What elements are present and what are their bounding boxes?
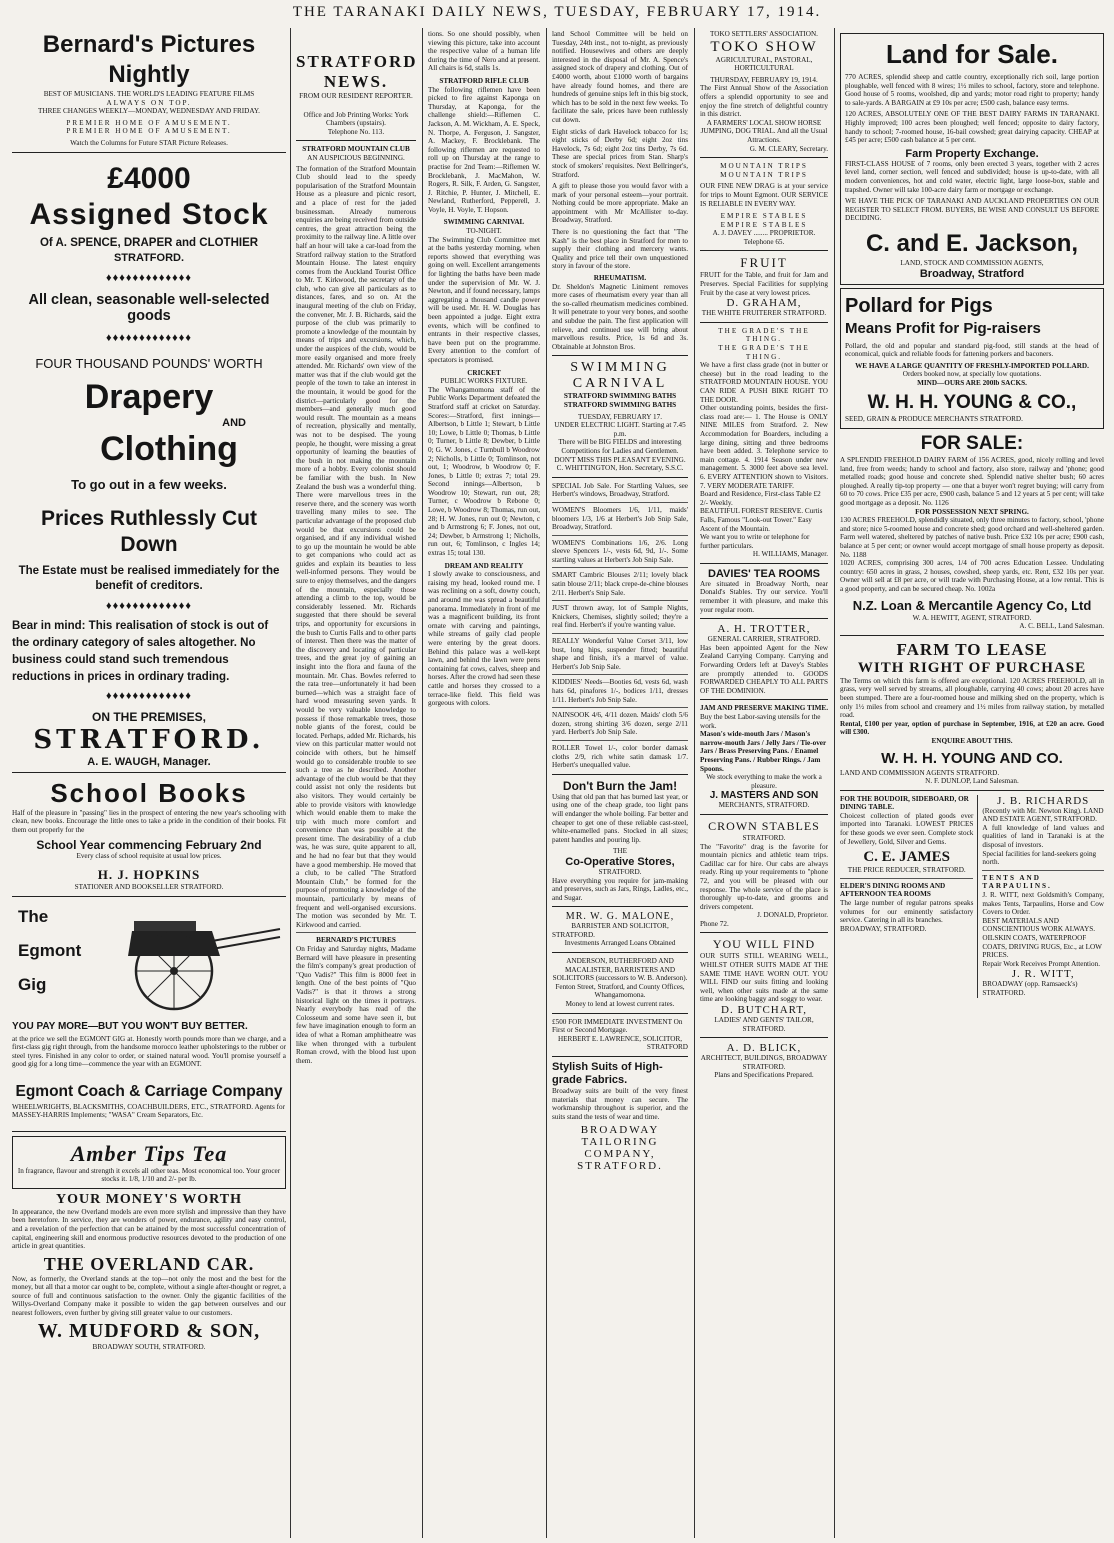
elder-heading: ELDER'S DINING ROOMS AND AFTERNOON TEA ROOMS (840, 881, 946, 899)
mudford-name: W. MUDFORD & SON, (37, 1319, 261, 1342)
graham-name: D. GRAHAM, (726, 297, 802, 310)
graham-sub: THE WHITE FRUITERER STRATFORD. (701, 309, 827, 318)
land-for-sale-ad (840, 33, 1104, 285)
telephone-line: Telephone No. 113. (327, 127, 385, 136)
malone-inv: Investments Arranged Loans Obtained (564, 939, 676, 948)
swim-ad-secretary: C. WHITTINGTON, Hon. Secretary, S.S.C. (556, 464, 684, 473)
hopkins-ad (12, 777, 286, 892)
bottom-right-ads (982, 795, 1104, 998)
local-notes: land School Committee will be held on Tuesday, 24th inst., not to-night, as previously notified. Housewives and others are deeply interested in the disposal of Mr. A. Spence's assigned stock of drapery and clothing. Out of £4000 worth, about £1000 worth of bargains have already found homes, and there are hundreds of genuine snips left in this big stock, which has to be sold in the next few weeks. To facilitate the sale, prices have been ruthlessly cut down. (552, 30, 688, 124)
assigned-heading: Assigned Stock (29, 197, 269, 231)
toko-secretary: G. M. CLEARY, Secretary. (749, 144, 828, 153)
divider (840, 790, 1104, 791)
money-body: In appearance, the new Overland models are even more stylish and impressive than they have been heretofore. In service, they are wonders of power, endurance, agility and easy control, and a revelation of the perfection that can be attained by the most successful concentration of capital, engineering skill and enormous productive resources devoted to the production of one article in great quantities. (12, 1207, 286, 1251)
clothing-heading: Clothing (100, 429, 238, 468)
empire-manager: A. J. DAVEY ........ PROPRIETOR. (712, 229, 816, 238)
herbert-ad: ROLLER Towel 1/-, color border damask cloths 2/9, rich white satin damask 1/7. Herbert's unequalled value. (552, 743, 688, 770)
bottom-left-ads (840, 795, 973, 998)
fruit-body: FRUIT for the Table, and fruit for Jam and Preserves. Special Facilities for supplying Fruit by the case at very lowest prices. (700, 271, 828, 297)
amount-heading: £4000 (107, 161, 191, 195)
young2-name: W. H. H. YOUNG AND CO. (881, 749, 1063, 767)
pollard-body: Pollard, the old and popular and standard pig-food, still stands at the head of economical, quick and reliable foods for fattening porkers and baconers. (845, 341, 1099, 359)
toko-assoc: TOKO SETTLERS' ASSOCIATION. (710, 30, 818, 38)
elder-body: The large number of regular patrons speaks volumes for our eminently satisfactory service. Catering in all its branches. (840, 899, 974, 925)
butchart-name: D. BUTCHART, (721, 1004, 807, 1017)
bernards-pictures-heading: BERNARD'S PICTURES (316, 936, 396, 945)
swim-subheading: TO-NIGHT. (466, 227, 502, 236)
divider (552, 355, 688, 356)
divider (552, 774, 688, 775)
jam2-heading: JAM AND PRESERVE MAKING TIME. (700, 704, 828, 713)
divider (700, 618, 828, 619)
swim-body: The Swimming Club Committee met at the baths yesterday morning, when reports showed that everything was going on well. Excellent arrangements for lighting the baths have been made under the supervision of Mr. W. J. Newton, and if found necessary, lamps aggregating a thousand candle power will be used. Mr. H. W. Douglas has been appointed a judge. Eight extra events, which will be confined to entrants in their respective classes, have been put on the programme. Every attention to the comfort of spectators is promised. (428, 235, 540, 364)
trotter-body: Has been appointed Agent for the New Zealand Carrying Company. Carrying and Forwarding Orders left at Davey's Stables are promptly attended to. GOODS FORWARDED CHEAPLY TO ALL PARTS OF THE DOMINION. (700, 643, 828, 695)
hopkins-sub: STATIONER AND BOOKSELLER STRATFORD. (74, 882, 224, 891)
masthead: THE TARANAKI DAILY NEWS, TUESDAY, FEBRUARY 17, 1914. (292, 4, 822, 20)
news-continued: tions. So one should possibly, when viewing this picture, take into account the respective value of a human life during the time of Nero and at present. All chairs is 6d, stalls 1s. (428, 30, 540, 73)
williams-line: H. WILLIAMS, Manager. (752, 550, 828, 559)
overland-heading: THE OVERLAND CAR. (43, 1253, 255, 1274)
bernards-pictures-body: On Friday and Saturday nights, Madame Bernard will have pleasure in presenting the film's company's great production of "Quo Vadis?" This film is 8000 feet in length. One of the best points of "Quo Vadis?" is that it throws a strong historical light on the times it portrays. Nearly everybody has read of the Colosseum and some have seen it, but few have imagination enough to form an idea of what a Roman amphitheatre was like when thronged with a turbulent Roman crowd, with the blood lust upon them. (296, 945, 416, 1065)
tents-best: BEST MATERIALS AND CONSCIENTIOUS WORK ALWAYS. (982, 916, 1096, 934)
fruit-heading: FRUIT (740, 255, 788, 271)
club-subheading: AN AUSPICIOUS BEGINNING. (307, 153, 405, 162)
davies-body: Are situated in Broadway North, near Donald's Stables. Try our service. You'll remember it with pleasure, and make this your regular room. (700, 579, 828, 614)
four-thousand-line: FOUR THOUSAND POUNDS' WORTH (35, 355, 263, 371)
school-heading: School Books (50, 777, 248, 808)
land-listing: 120 ACRES, ABSOLUTELY ONE OF THE BEST DAIRY FARMS IN TARANAKI. Highly improved; 100 acres been ploughed; well fenced; opposite to dairy factory, handy to school; 7-roomed house, 16-bail cowshed; great dairying capacity. CHEAP at £45 per acre; £500 cash balance at 5 per cent. (845, 110, 1099, 145)
herbert-ad: REALLY Wonderful Value Corset 3/11, low bust, long hips, suspender fitted; beautiful shape and finish, it's a marvel of value. Herbert's Job Snip Sale. (552, 637, 688, 671)
malone-sub: BARRISTER AND SOLICITOR, (571, 922, 669, 931)
empire-stables: EMPIRE STABLES (720, 212, 808, 221)
richards-special: Special facilities for land-seekers going north. (982, 849, 1097, 867)
divider (552, 906, 688, 907)
and-line: AND (222, 416, 246, 429)
estate-line: The Estate must be realised immediately for the benefit of creditors. (18, 564, 280, 592)
column-rule (694, 28, 695, 1538)
young-name: W. H. H. YOUNG & CO., (867, 392, 1077, 414)
forsale-possession: FOR POSSESSION NEXT SPRING. (915, 507, 1029, 516)
drapery-heading: Drapery (84, 377, 214, 416)
richards-name: J. B. RICHARDS (997, 794, 1090, 807)
divider (700, 932, 828, 933)
amber-title: Amber Tips Tea (70, 1140, 228, 1166)
land-listing: 770 ACRES, splendid sheep and cattle country, exceptionally rich soil, large portion ploughable, well fenced with 8 wires; 1½ miles to school, factory, store and telephone. Good house of 5 rooms, woolshed, dip and yards; motor road right to property; handy to sale-yards. A BARGAIN at £9 10s per acre; £500 cash, balance easy terms. (845, 73, 1099, 107)
trotter-name: A. H. TROTTER, (717, 623, 811, 636)
mountain-trips: MOUNTAIN TRIPS (720, 162, 808, 171)
lease-rent: Rental, £100 per year, option of purchase in September, 1916, at £20 an acre. Good will £300. (840, 719, 1104, 737)
office-line: Office and Job Printing Works: York Chambers (upstairs). (303, 110, 409, 128)
spence-town: STRATFORD. (113, 251, 185, 264)
nz-loan-name: N.Z. Loan & Mercantile Agency Co, Ltd (852, 597, 1092, 613)
swim-ad-line: STRATFORD SWIMMING BATHS (563, 400, 677, 409)
overland-ad (12, 1192, 286, 1352)
lease-subheading: WITH RIGHT OF PURCHASE (857, 659, 1087, 676)
swim-ad-miss: DON'T MISS THIS PLEASANT EVENING. (554, 455, 686, 464)
swim-ad-body: There will be BIG FIELDS and interesting Competitions for Ladies and Gentlemen. (558, 438, 682, 455)
forsale-listing: 130 ACRES FREEHOLD, splendidly situated, only three minutes to factory, school, 'phone and store; nice 5-roomed house and concrete shed; good orchard and well-sheltered garden. Farm well watered, sheltered by patches of native bush. Price £32 10s per acre; £900 cash, balance at 5 per cent; or owner would accept mortgage of small house property as deposit. No. 1188 (840, 516, 1104, 559)
bernards-ad (12, 30, 286, 148)
empire-stables: EMPIRE STABLES (720, 220, 808, 229)
gig-gig: Gig (18, 974, 47, 994)
crown-body: The "Favorite" drag is the favorite for mountain picnics and athletic team trips. Cadillac car for hire. Our cabs are always ready. Ring up your requirements to "phone 72, and you will be pleased with our response. The whole service of the place is thoroughly up-to-date, and grooms and drivers competent. (700, 842, 828, 911)
blick-name: A. D. BLICK, (726, 1042, 802, 1055)
bernards-line: THREE CHANGES WEEKLY—MONDAY, WEDNESDAY AND FRIDAY. (38, 107, 260, 116)
coop-body: Have everything you require for jam-making and preserves, such as Jars, Rings, Ladles, etc., and Sugar. (552, 876, 688, 902)
money-heading: YOUR MONEY'S WORTH (55, 1191, 243, 1207)
swim-ad-date: TUESDAY, FEBRUARY 17. (577, 412, 662, 421)
witt-sub: BROADWAY (opp. Ramsaeck's) STRATFORD. (982, 980, 1078, 997)
pollard-quantity: WE HAVE A LARGE QUANTITY OF FRESHLY-IMPORTED POLLARD. (855, 361, 1089, 370)
land-heading: Land for Sale. (886, 39, 1058, 69)
tents-heading: TENTS AND TARPAULINS. (982, 873, 1052, 891)
pollard-heading: Pollard for Pigs (845, 294, 993, 317)
jam2-list: Mason's wide-mouth Jars / Mason's narrow-mouth Jars / Jelly Jars / Tie-over Jars / Brass Preserving Pans. / Enamel Preserving Pans. / Rubber Rings. / Jam Spoons. (700, 730, 827, 773)
mountain-trips: MOUNTAIN TRIPS (720, 170, 808, 179)
column-rule (834, 28, 835, 1538)
young2-sub: LAND AND COMMISSION AGENTS STRATFORD. (840, 768, 1000, 777)
mudford-sub: BROADWAY SOUTH, STRATFORD. (92, 1342, 206, 1351)
exchange-heading: Farm Property Exchange. (905, 147, 1039, 160)
jam-body: Using that old pan that has burned last year, or using one of the cheap grade, too light pans will endanger the whole boiling. Far better and cheaper to get one of these reliable cast-steel, white-enamelled pans. Stocked in all sizes; patent handles and pouring lip. (552, 792, 688, 844)
herbert-ad: KIDDIES' Needs—Booties 6d, vests 6d, wash hats 6d, pinafores 1/-, bodices 1/11, dresses 1/11. Herbert's Job Snip Sale. (552, 678, 688, 704)
exchange-body: FIRST-CLASS HOUSE of 7 rooms, only been erected 3 years, together with 2 acres level land, corner section, well fenced and subdivided; house is up-to-date, with all modern conveniences, hot and cold water, electric light, large loose-box, stable and trapshed. Owner will take 100-acre dairy farm or mortgage or exchange. (845, 159, 1099, 194)
toko-horse: A FARMERS' LOCAL SHOW HORSE JUMPING, DOG TRIAL. And all the Usual Attractions. (700, 118, 828, 144)
herbert-ad: WOMEN'S Combinations 1/6, 2/6. Long sleeve Spencers 1/-, vests 6d, 9d, 1/-. Some startling values at Herbert's Job Snip Sale. (552, 538, 688, 564)
anderson-address: Fenton Street, Stratford, and County Offices, Whangamomona. (555, 982, 685, 1000)
swim-ad-title: SWIMMING CARNIVAL (570, 360, 670, 392)
divider (552, 952, 688, 953)
tents-oilskin: OILSKIN COATS, WATERPROOF COATS, DRIVING RUGS, Etc., at LOW PRICES. (982, 934, 1102, 960)
davies-heading: DAVIES' TEA ROOMS (707, 567, 820, 580)
forsale-heading: FOR SALE: (920, 433, 1024, 455)
stratford-news-sub: FROM OUR RESIDENT REPORTER. (299, 92, 413, 100)
young-sub: SEED, GRAIN & PRODUCE MERCHANTS STRATFORD. (845, 415, 1023, 424)
egmont-co: Egmont Coach & Carriage Company (15, 1082, 283, 1100)
swim-ad-light: UNDER ELECTRIC LIGHT. Starting at 7.45 p.m. (554, 421, 686, 438)
hopkins-name: H. J. HOPKINS (97, 866, 201, 882)
trotter-sub: GENERAL CARRIER, STRATFORD. (707, 635, 821, 644)
divider (700, 322, 828, 323)
find-heading: YOU WILL FIND (712, 937, 816, 952)
jam2-body: Buy the best Labor-saving utensils for the work. (700, 713, 821, 730)
boudoir-body: Choicest collection of plated goods ever imported into Taranaki. LOWEST PRICES for these goods we ever seen. Complete stock of Jewellery, Gold, Silver and Gems. (840, 811, 974, 846)
grade-body: We have a first class grade (not in butter or cheese) but in the road leading to the STRATFORD MOUNTAIN HOUSE. YOU CAN RIDE A PUSH BIKE RIGHT TO THE DOOR. (700, 361, 828, 404)
swim-carnival-ad (552, 360, 688, 472)
lease-body: The Terms on which this farm is offered are exceptional. 120 ACRES FREEHOLD, all in grass, very well served by streams, all ploughable, carrying 40 cows; about 20 acres have been stumped. There are a four-roomed house and milking shed on the property, which is only 1½ miles from school and creamery and 1½ miles from railway station, by metalled road. (840, 676, 1104, 720)
divider (12, 772, 286, 773)
bernards-line: PREMIER HOME OF AMUSEMENT. (66, 118, 232, 127)
toko-sub: AGRICULTURAL, PASTORAL, HORTICULTURAL (715, 55, 813, 73)
bernards-line: Watch the Columns for Future STAR Picture Releases. (70, 138, 228, 147)
bear-paragraph: Bear in mind: This realisation of stock is out of the ordinary category of sales altogether. No business could stand such tremendous reductions in prices in ordinary trading. (12, 619, 269, 683)
divider (700, 563, 828, 564)
spence-name: Of A. SPENCE, DRAPER and CLOTHIER (39, 236, 259, 249)
cejames-name: C. E. JAMES (863, 849, 951, 866)
grade-list: Other outstanding points, besides the first-class road are:— 1. The House is ONLY NINE MILES from Stratford. 2. New Accommodation for Boarders, including a large dining, sitting and three bedrooms have been added. 3. Telephone service to main cottage. 4. 1914 Season under new management. 5. 3000 feet above sea level. 6. EVERY ATTENTION shown to Visitors. 7. VERY MODERATE TARIFF. (700, 404, 828, 490)
pollard-ad (840, 288, 1104, 430)
witt-name: J. R. WITT, (1011, 968, 1075, 981)
empire-telephone: Telephone 65. (743, 237, 785, 246)
club-heading: STRATFORD MOUNTAIN CLUB (302, 145, 410, 154)
toko-date: THURSDAY, FEBRUARY 19, 1914. (710, 75, 818, 84)
reserve-line: BEAUTIFUL FOREST RESERVE. Curtis Falls, Famous "Look-out Tower." Easy Ascent of the Mountain. (700, 507, 823, 533)
waugh-line: A. E. WAUGH, Manager. (87, 755, 211, 768)
club-body: The formation of the Stratford Mountain Club should lead to the speedy popularisation of the Stratford Mountain House as a pleasure and picnic resort, and a place of rest for the jaded businessman. Already numerous enquiries are being received from outside centres, the great attraction being the proximity to the railway line. A little over half an hour will take a car-load from the Stratford railway station to the Stratford Mountain House. The latest enquiry comes from the Auckland Tourist Office to Mr. T. Kirkwood, the secretary of the club, who can give all particulars as to distances, fares, and so on. At the inaugural meeting of the club on Friday, the convener, Mr. J. B. Richards, said the purpose of the club was primarily to promote a knowledge of the mountain by means of trips and excursions, which, under the auspices of the club, would be more easily organised and more freely attended. Mr. Richards' own view of the matter was that if the club would get the people of the town to take an interest in the mountain, it would be good for the district—particularly good for the members—and generally much good would result. The mountain as a means of recreation, physically and mentally, was not to be despised. The young people, he thought, were missing a great opportunity of learning the beauties of the bush in not making the mountain more of a hobby. Every colonist should be familiar with the bush. In New Zealand the bush was a wonderful thing. There were marvellous trees in the reserve there, and the scenery was worth travelling many miles to see. The particular advantage of the proposed club would be that excursions could be organised, and if any individual wished to go up the mountain he would be able to get companions who could act as guides and explain its beauties to less well-informed persons. They would be sure to enjoy themselves, and the dangers of the mountain, especially those attending a climb to the top, would be considerably lessened. Mr. Richards suggested that there should be several trips, and opportunity for excursions in the bush to Curtis Falls and to other parts of interest. Then there was the matter of the discovery and locating of particular trees, and the great joy of gaining an insight into the flora and fauna of the mountain. Mr. Chas. Bowles referred to the rata tree—unfortunately it had been burned—which was a straight face of hard wood measuring seven yards. It would be very valuable knowledge to possess if those remarkable trees, those noble giants of the forest, could be located. Perhaps, added Mr. Richards, his view on this particular matter would not coincide with others, but he himself would go to considerable trouble to see such a tree as he described. Another advantage of the club would be that they could assist not only the residents but also visitors. They would certainly be able to provide visitors with knowledge which would enable them to make the trip with much more comfort and convenience than was possible at the present time. The desirability of a club was, he was sure, quite apparent to all, and he had no fear but that they would have a good membership. He moved that a club, to be called "The Stratford Mountain Club," be formed for the purpose of promoting a knowledge of the mountain, particularly by means of frequent and well-organised excursions. The motion was seconded by Mr. T. Kirkwood and carried. (296, 164, 416, 929)
herbert-ad: SPECIAL Job Sale. For Startling Values, see Herbert's windows, Broadway, Stratford. (552, 481, 688, 499)
divider (552, 1013, 688, 1014)
jackson-sub: LAND, STOCK AND COMMISSION AGENTS, (900, 258, 1044, 267)
pick-line: WE HAVE THE PICK OF TARANAKI AND AUCKLAND PROPERTIES ON OUR REGISTER TO SELECT FROM. BUYERS, BE WISE AND CONSULT US BEFORE DECIDING. (845, 197, 1099, 223)
egmont-sub: WHEELWRIGHTS, BLACKSMITHS, COACHBUILDERS, ETC., STRATFORD. Agents for MASSEY-HARRIS Implements; "WASA" Cream Separators, Etc. (12, 1102, 285, 1120)
jam-heading: Don't Burn the Jam! (562, 778, 678, 793)
broadway-tailoring: BROADWAY TAILORING COMPANY, STRATFORD. (577, 1124, 663, 1173)
divider (552, 1056, 688, 1057)
divider (700, 814, 828, 815)
board-line: Board and Residence, First-class Table £2 2/- Weekly. (700, 490, 821, 507)
elder-address: BROADWAY, STRATFORD. (840, 924, 927, 933)
column-2 (292, 30, 420, 1535)
write-line: We want you to write or telephone for further particulars. (700, 533, 810, 550)
nz-agent: W. A. HEWITT, AGENT, STRATFORD. (912, 613, 1032, 622)
richards-body: A full knowledge of land values and qualities of land in Taranaki is at the disposal of investors. (982, 823, 1104, 850)
nz-salesman: A. C. BELL, Land Salesman. (1019, 622, 1104, 631)
blick-sub: ARCHITECT, BUILDINGS, BROADWAY STRATFORD. (700, 1054, 828, 1071)
young2-dunlop: N. F. DUNLOP, Land Salesman. (925, 777, 1019, 786)
cricket-subheading: PUBLIC WORKS FIXTURE. (440, 377, 528, 386)
coop-name: Co-Operative Stores, (565, 855, 675, 868)
spence-ad: £4000 Assigned Stock Of A. SPENCE, DRAPER and CLOTHIER STRATFORD. ♦♦♦♦♦♦♦♦♦♦♦♦♦ All clean, seasonable well-selected goods ♦♦♦♦♦♦♦♦♦♦♦♦♦ FOUR THOUSAND POUNDS' WORTH Drapery AND Clothing To go out in a few weeks. Prices Ruthlessly Cut Down The Estate must be realised immediately for the benefit of creditors. ♦♦♦♦♦♦♦♦♦♦♦♦♦ Bear in mind: This realisation of stock is out of the ordinary category of sales altogether. No business could stand such tremendous reductions in prices in ordinary trading. ♦♦♦♦♦♦♦♦♦♦♦♦♦ ON THE PREMISES, STRATFORD. A. E. WAUGH, Manager. (12, 161, 286, 768)
anderson-firm: ANDERSON, RUTHERFORD AND MACALISTER, BARRISTERS AND SOLICITORS (successors to W. B. Anderson). (552, 957, 688, 983)
column-5 (696, 30, 832, 1535)
dream-heading: DREAM AND REALITY (444, 561, 524, 570)
column-4 (548, 30, 692, 1535)
rifle-body: The following riflemen have been picked to fire against Kaponga on Thursday, at Kaponga, for the challenge shield:—Riflemen C. Jackson, A. M. Wickham, A. E. Speck, N. Thorpe, A. Ferguson, J. Sangster, A. Mackey, F. Brocklebank. The following riflemen are requested to roll up on Thursday at the range to practise for 2nd Team:—Riflemen W. Brocklebank, J. MacMahon, W. Rogers, R. Silk, F. Arden, G. Sangster, J. Ritchie, P. Hunter, J. Mitchell, E. Newland, Rutherford, Pepperell, J. Voyle, H. Voyle, T. Hopson. (428, 85, 540, 214)
herbert-ad: WOMEN'S Bloomers 1/6, 1/11, maids' bloomers 1/3, 1/6 at Herbert's Job Snip Sale, Broadway, Stratford. (552, 505, 688, 532)
amber-sub: In fragrance, flavour and strength it excels all other teas. Most economical too. Your grocer stocks it. 1/8, 1/10 and 2/- per lb. (17, 1166, 281, 1184)
smokers-note: Eight sticks of dark Havelock tobacco for 1s; eight sticks of Derby 6d; eight 2oz tins Havelock, 7s 6d; eight 2oz tins Derby, 7s 6d. These are special prices from Stan. Sharp's stock of smokers' requisites. Next Bellringer's, Stratford. (552, 127, 688, 179)
herbert-ad: JUST thrown away, lot of Sample Nights, Knickers, Chemises, slightly soiled; they're a real find. Herbert's if you're wanting value. (552, 604, 688, 630)
column-rule (290, 28, 291, 1538)
crown-sub: STRATFORD. (742, 833, 786, 842)
rheum-body: Dr. Sheldon's Magnetic Liniment removes more cases of rheumatism every year than all the so-called rheumatism medicines combined. It will penetrate to your very bones, and soothe and subdue the pain. The first application will relieve, and continued use will bring about marvellous results. Price, 1s 6d and 3s. Obtainable at Johnston Bros. (552, 282, 688, 351)
premises-line: ON THE PREMISES, (91, 709, 207, 724)
pollard-mind: MIND—OURS ARE 200lb SACKS. (917, 378, 1027, 387)
forsale-listing: A SPLENDID FREEHOLD DAIRY FARM of 156 ACRES, good, nicely rolling and level land, free from weeds; handy to school and factory, also store, railway and 'phone; good metalled roads; good house and concrete shed. Splendid native shelter bush; 60 acres ploughed. A really tip-top property — one that a buyer won't regret buying; will carry from 60 to 70 cows. Price £35 per acre, £900 cash, balance 5 and 12 years at 5 per cent; will take good mortgage as a deposit. No. 1126 (840, 456, 1104, 508)
malone-town: STRATFORD. (552, 930, 595, 939)
forsale-listing: 1020 ACRES, comprising 300 acres, 1/4 of 700 acres Education Lessee. Undulating country: 650 acres in grass, 2 houses, cowshed, sheep yards, etc. Rent, £32 10s per year. Owner will sell at £8 per acre, or will trade with Purchasing House, at a low rental. This is a good property, and can be secured cheap. No. 1002a (840, 559, 1104, 593)
lease-enquire: ENQUIRE ABOUT THIS. (931, 736, 1013, 745)
togo-line: To go out in a few weeks. (71, 476, 227, 492)
divider (700, 699, 828, 700)
loan-500: £500 FOR IMMEDIATE INVESTMENT On First or Second Mortgage. (552, 1017, 683, 1035)
anderson-money: Money to lend at lowest current rates. (565, 1000, 675, 1009)
divider (296, 140, 416, 141)
amber-tea-ad (12, 1136, 286, 1189)
divider (12, 896, 286, 897)
rifle-heading: STRATFORD RIFLE CLUB (439, 76, 529, 85)
pollard-orders: Orders booked now, at specially low quotations. (902, 370, 1042, 379)
egmont-gig-ad (12, 901, 286, 1127)
stratford-heading: STRATFORD. (33, 724, 265, 755)
coop-sub: STRATFORD. (598, 867, 642, 876)
bernards-line: ALWAYS ON TOP. (106, 98, 192, 107)
crown-phone: Phone 72. (700, 919, 729, 928)
pollard-subheading: Means Profit for Pig-raisers (845, 319, 1041, 337)
stylish-body: Broadway suits are built of the very finest materials that money can secure. The workmanship throughout is superior, and the suits stand the tests of wear and time. (552, 1087, 688, 1121)
cricket-heading: CRICKET (467, 368, 501, 377)
cejames-sub: THE PRICE REDUCER, STRATFORD. (847, 866, 966, 875)
divider (700, 157, 828, 158)
overland-body: Now, as formerly, the Overland stands at the top—not only the most and the best for the money, but all that a motor car ought to be, complete, without a single after-thought or regret, a source of full and continuous satisfaction to the owner. Only the gigantic facilities of the Willys-Overland Company make it possible to widen the gap between ourselves and our nearest followers, even further by giving still greater value to our customers. (12, 1274, 286, 1318)
school-year-line: School Year commencing February 2nd (36, 838, 262, 853)
crown-proprietor: J. DONALD, Proprietor. (757, 911, 828, 920)
find-body: OUR SUITS STILL WEARING WELL, WHILST OTHER SUITS MADE AT THE SAME TIME HAVE WORN OUT. YOU WILL FIND our suits fitting and looking well, when other suits made at the same time are looking baggy and soggy to wear. (700, 952, 828, 1004)
bottom-ads (840, 795, 1104, 998)
column-rule (422, 28, 423, 1538)
herbert-ad: SMART Cambric Blouses 2/11; lovely black satin blouse 2/11; black crepe-de-chine blouses 2/11. Herbert's Snip Sale. (552, 571, 688, 597)
lawrence-name: HERBERT E. LAWRENCE, SOLICITOR, (557, 1034, 683, 1043)
divider (840, 635, 1104, 636)
bernards-title: Bernard's Pictures Nightly (42, 31, 256, 88)
cricket-body: The Whangamomona staff of the Public Works Department defeated the Stratford staff at cricket on Saturday. Scores:—Stratford, first innings—Albertson, b Little 1; Stewart, b Little 10; Lowe, b Little 0; Thomas, b Little 0; Turner, b Little 8; Dewber, b Little 0; G. W. Jones, c Turnbull b Woodrow 2; Nicholls, b Little 0; Tomlinson, not out, 1; Woodrow, b Woodrow 0; F. Jones, b Little 0; extras 7; total 29. Second innings—Albertson, b Woodrow 10; Stewart, run out, 28; Turner, c Woodrow b Rebone 0; Lowe, b Woodrow 8; Thomas, run out, 28; H. W. Jones, run out 0; Newton, c and b Armstrong 6; F. Jones, not out, 24; Dewber, b Armstrong 1; Nicholls, run out, 6; Tomlinson, c Ingles 14; extras 15; total 130. (428, 385, 540, 558)
school-body: Half of the pleasure in "passing" lies in the prospect of entering the new year's schooling with clean, new books. Encourage the little ones to take a pride in the condition of their books. Fit them out properly for the (12, 808, 286, 834)
divider (700, 250, 828, 251)
divider (552, 477, 688, 478)
rheum-heading: RHEUMATISM. (593, 274, 647, 283)
column-rule (546, 28, 547, 1538)
jackson-name: C. and E. Jackson, (865, 229, 1079, 257)
mountain-body: OUR FINE NEW DRAG is at your service for trips to Mount Egmont. OUR SERVICE IS RELIABLE IN EVERY WAY. (700, 182, 828, 208)
bernards-line: PREMIER HOME OF AMUSEMENT. (66, 127, 232, 136)
column-1 (8, 30, 290, 1535)
crown-heading: CROWN STABLES (708, 818, 820, 833)
tents-repair: Repair Work Receives Prompt Attention. (982, 959, 1101, 968)
grade-heading: THE GRADE'S THE THING. (718, 326, 810, 344)
masters-sub: MERCHANTS, STRATFORD. (718, 801, 810, 810)
butchart-sub: LADIES' AND GENTS' TAILOR, STRATFORD. (714, 1016, 814, 1033)
prices-heading: Prices Ruthlessly Cut Down (41, 506, 257, 556)
blick-plans: Plans and Specifications Prepared. (714, 1071, 814, 1080)
herbert-ad: NAINSOOK 4/6, 4/11 dozen. Maids' cloth 5/6 dozen, strong shirting 3/6 dozen, serge 2/11 yard. Herbert's Job Snip Sale. (552, 711, 688, 737)
divider (12, 152, 286, 153)
gig-the: The (18, 906, 49, 926)
dream-body: I slowly awake to consciousness, and raising my head, looked round me. I was reclining on a soft, downy couch, and around me was spread a beautiful panorama. Immediately in front of me was a magnificent building, its front ornate with carving and paintings, while streams of gaily clad people were entering by the great doors. Behind this palace was a well-kept lawn, and behind the lawn were pens containing fat cows, calves, sheep and horses. After the crowd had seen these cattle and horses they crossed to a terrace-like field. This field was gorgeous with colors. (428, 570, 540, 708)
tents-body: J. R. WITT, next Goldsmith's Company, makes Tents, Tarpaulins, Horse and Cow Covers to Order. (982, 891, 1104, 917)
gig-pay-line: YOU PAY MORE—BUT YOU WON'T BUY BETTER. (12, 1020, 248, 1032)
coop-the: THE (613, 847, 627, 856)
lawrence-town: STRATFORD (646, 1043, 688, 1052)
masters-name: J. MASTERS AND SON (709, 790, 819, 802)
toko-show: TOKO SHOW (710, 38, 818, 55)
stylish-heading: Stylish Suits of High-grade Fabrics. (552, 1061, 663, 1086)
allclean-line: All clean, seasonable well-selected goods (28, 291, 270, 324)
divider (700, 1037, 828, 1038)
gift-note: A gift to please those you would favor with a mark of your personal esteem—your portrait. Nothing could be more appropriate. Make an appointment with Mr McAllister to-day. Broadway, Stratford. (552, 182, 688, 225)
malone-name: MR. W. G. MALONE, (565, 911, 675, 923)
boudoir-heading: FOR THE BOUDOIR, SIDEBOARD, OR DINING TABLE. (840, 794, 969, 812)
richards-sub: (Recently with Mr. Newton King). LAND AND ESTATE AGENT, STRATFORD. (982, 806, 1104, 824)
gig-illustration-icon (92, 901, 282, 1011)
toko-body: The First Annual Show of the Association offers a splendid opportunity to see and enjoy the fine stretch of delightful country in this district. (700, 84, 828, 119)
grade-heading: THE GRADE'S THE THING. (718, 344, 810, 361)
gig-body: at the price we sell the EGMONT GIG at. Honestly worth pounds more than we charge, and a first-class gig right through, from the handsome morocco leather upholsterings to the rubber or steel tyres. Finished in any color to order, or stained natural wood. You'll promise yourself a good gig for a long time—commence the year with an EGMONT. (12, 1034, 286, 1069)
divider (296, 932, 416, 933)
divider (12, 1131, 286, 1132)
swim-heading: SWIMMING CARNIVAL (443, 218, 525, 227)
lease-heading: FARM TO LEASE (896, 639, 1048, 659)
bernards-line: BEST OF MUSICIANS. THE WORLD'S LEADING FEATURE FILMS (43, 90, 255, 98)
gig-egmont: Egmont (18, 940, 82, 960)
swim-ad-line: STRATFORD SWIMMING BATHS (563, 392, 677, 401)
school-req: Every class of school requisite at usual low prices. (76, 852, 222, 861)
jam2-stock: We stock everything to make the work a pleasure. (706, 773, 822, 790)
goods-note: There is no questioning the fact that "The Kash" is the best place in Stratford for men to supply their clothing and mercery wants. Quality and price tell their own unquestioned story in favour of the store. (552, 228, 688, 271)
column-3 (424, 30, 544, 1535)
jackson-address: Broadway, Stratford (919, 267, 1025, 280)
column-6 (836, 30, 1108, 1535)
stratford-news-heading: STRATFORD NEWS. (296, 52, 418, 91)
